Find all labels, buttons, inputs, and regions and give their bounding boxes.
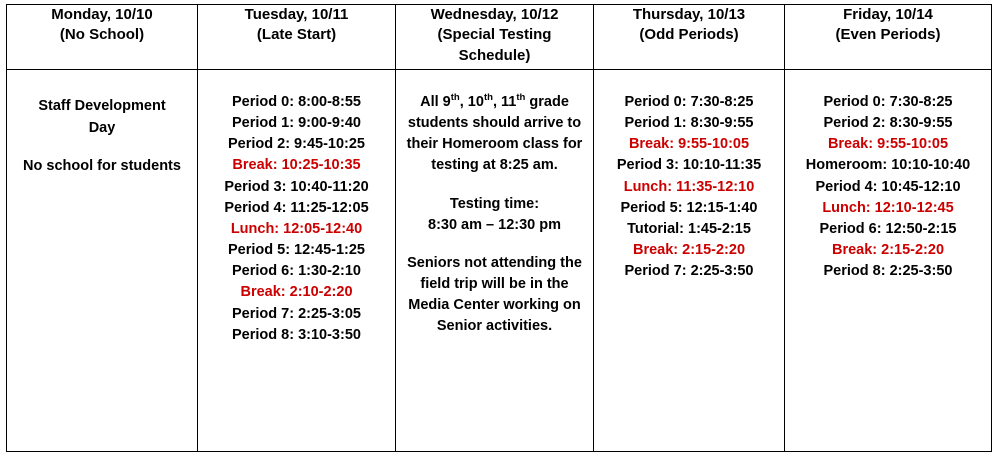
wednesday-ordinal-9th: th — [450, 92, 460, 104]
header-text-monday — [7, 5, 197, 46]
schedule-line: Period 3: 10:40-11:20 — [224, 178, 369, 195]
schedule-header-row — [7, 5, 992, 70]
schedule-line: Period 3: 10:10-11:35 — [616, 157, 762, 174]
schedule-line: Period 0: 7:30-8:25 — [823, 94, 953, 110]
tuesday-period-list — [198, 70, 395, 346]
header-text-friday — [785, 5, 991, 46]
wednesday-mid-2: , 11 — [492, 94, 517, 110]
column-header-friday — [785, 5, 992, 70]
schedule-line: Period 7: 2:25-3:05 — [232, 305, 361, 322]
thursday-period-list — [594, 70, 784, 282]
header-day-monday: Monday, 10/10 — [51, 6, 153, 23]
schedule-line: Period 2: 8:30-9:55 — [823, 115, 953, 132]
wednesday-spacer-2 — [406, 236, 583, 253]
monday-line-2: Day — [88, 119, 116, 136]
schedule-cell-monday — [7, 70, 198, 452]
header-day-wednesday: Wednesday, 10/12 — [430, 6, 559, 23]
schedule-line: Period 5: 12:45-1:25 — [227, 242, 365, 259]
schedule-line: Period 0: 7:30-8:25 — [624, 94, 754, 110]
wednesday-pre: All 9 — [420, 94, 451, 110]
schedule-line: Period 7: 2:25-3:50 — [624, 263, 754, 280]
schedule-line: Lunch: 11:35-12:10 — [623, 178, 755, 195]
schedule-header-row-group — [7, 5, 992, 70]
wednesday-spacer-1 — [406, 177, 583, 194]
schedule-line: Period 4: 10:45-12:10 — [815, 178, 961, 195]
schedule-line: Period 5: 12:15-1:40 — [620, 199, 758, 216]
schedule-line: Period 4: 11:25-12:05 — [224, 199, 369, 216]
schedule-line: Break: 9:55-10:05 — [827, 136, 949, 153]
schedule-cell-thursday — [594, 70, 785, 452]
header-text-tuesday — [198, 5, 395, 46]
schedule-line: Lunch: 12:10-12:45 — [822, 199, 954, 216]
monday-spacer — [13, 140, 191, 156]
wednesday-paragraph-arrival — [406, 92, 583, 177]
header-note-friday: (Even Periods) — [835, 26, 941, 44]
schedule-line: Break: 9:55-10:05 — [628, 136, 750, 153]
schedule-line: Homeroom: 10:10-10:40 — [805, 157, 971, 174]
schedule-line: Period 2: 9:45-10:25 — [227, 136, 365, 153]
schedule-cell-wednesday — [396, 70, 594, 452]
schedule-body-row-group — [7, 70, 992, 452]
wednesday-post: grade students should arrive to their Homeroom class for testing at 8:25 am. — [406, 94, 583, 174]
header-day-tuesday: Tuesday, 10/11 — [244, 6, 349, 23]
wednesday-content — [396, 70, 593, 338]
header-text-thursday — [594, 5, 784, 46]
header-note-monday: (No School) — [59, 26, 145, 44]
wednesday-seniors-note: Seniors not attending the field trip will be in the Media Center working on Senior activities. — [407, 254, 582, 335]
header-text-wednesday — [396, 5, 593, 66]
weekly-schedule-table — [6, 4, 992, 452]
schedule-line: Break: 10:25-10:35 — [232, 157, 361, 174]
schedule-body-row — [7, 70, 992, 452]
schedule-line: Period 6: 12:50-2:15 — [819, 220, 957, 237]
wednesday-mid-1: , 10 — [459, 94, 484, 110]
schedule-line: Period 1: 9:00-9:40 — [232, 115, 361, 132]
column-header-tuesday — [198, 5, 396, 70]
wednesday-testing-time-value: 8:30 am – 12:30 pm — [428, 216, 561, 233]
header-note-wednesday-line1: (Special Testing — [437, 26, 552, 44]
header-note-thursday: (Odd Periods) — [639, 26, 739, 44]
wednesday-ordinal-11th: th — [516, 92, 526, 104]
header-day-friday: Friday, 10/14 — [843, 6, 933, 23]
schedule-line: Break: 2:15-2:20 — [632, 242, 746, 259]
header-day-thursday: Thursday, 10/13 — [632, 6, 746, 23]
schedule-line: Period 1: 8:30-9:55 — [624, 115, 754, 132]
monday-line-1: Staff Development — [38, 98, 166, 114]
schedule-line: Period 0: 8:00-8:55 — [232, 94, 361, 110]
wednesday-testing-time-label: Testing time: — [449, 195, 540, 212]
schedule-line: Period 8: 2:25-3:50 — [823, 263, 953, 280]
schedule-line: Tutorial: 1:45-2:15 — [627, 220, 751, 237]
schedule-cell-tuesday — [198, 70, 396, 452]
friday-period-list — [785, 70, 991, 282]
column-header-wednesday — [396, 5, 594, 70]
schedule-cell-friday — [785, 70, 992, 452]
schedule-line: Break: 2:15-2:20 — [831, 242, 945, 259]
column-header-monday — [7, 5, 198, 70]
schedule-line: Break: 2:10-2:20 — [240, 284, 353, 301]
monday-content — [7, 70, 197, 177]
header-note-wednesday-line2: Schedule) — [458, 46, 531, 64]
schedule-line: Lunch: 12:05-12:40 — [230, 220, 363, 237]
schedule-line: Period 6: 1:30-2:10 — [232, 263, 361, 280]
header-note-tuesday: (Late Start) — [256, 26, 337, 44]
monday-line-3: No school for students — [23, 157, 181, 174]
wednesday-ordinal-10th: th — [483, 92, 493, 104]
schedule-line: Period 8: 3:10-3:50 — [232, 326, 361, 343]
column-header-thursday — [594, 5, 785, 70]
